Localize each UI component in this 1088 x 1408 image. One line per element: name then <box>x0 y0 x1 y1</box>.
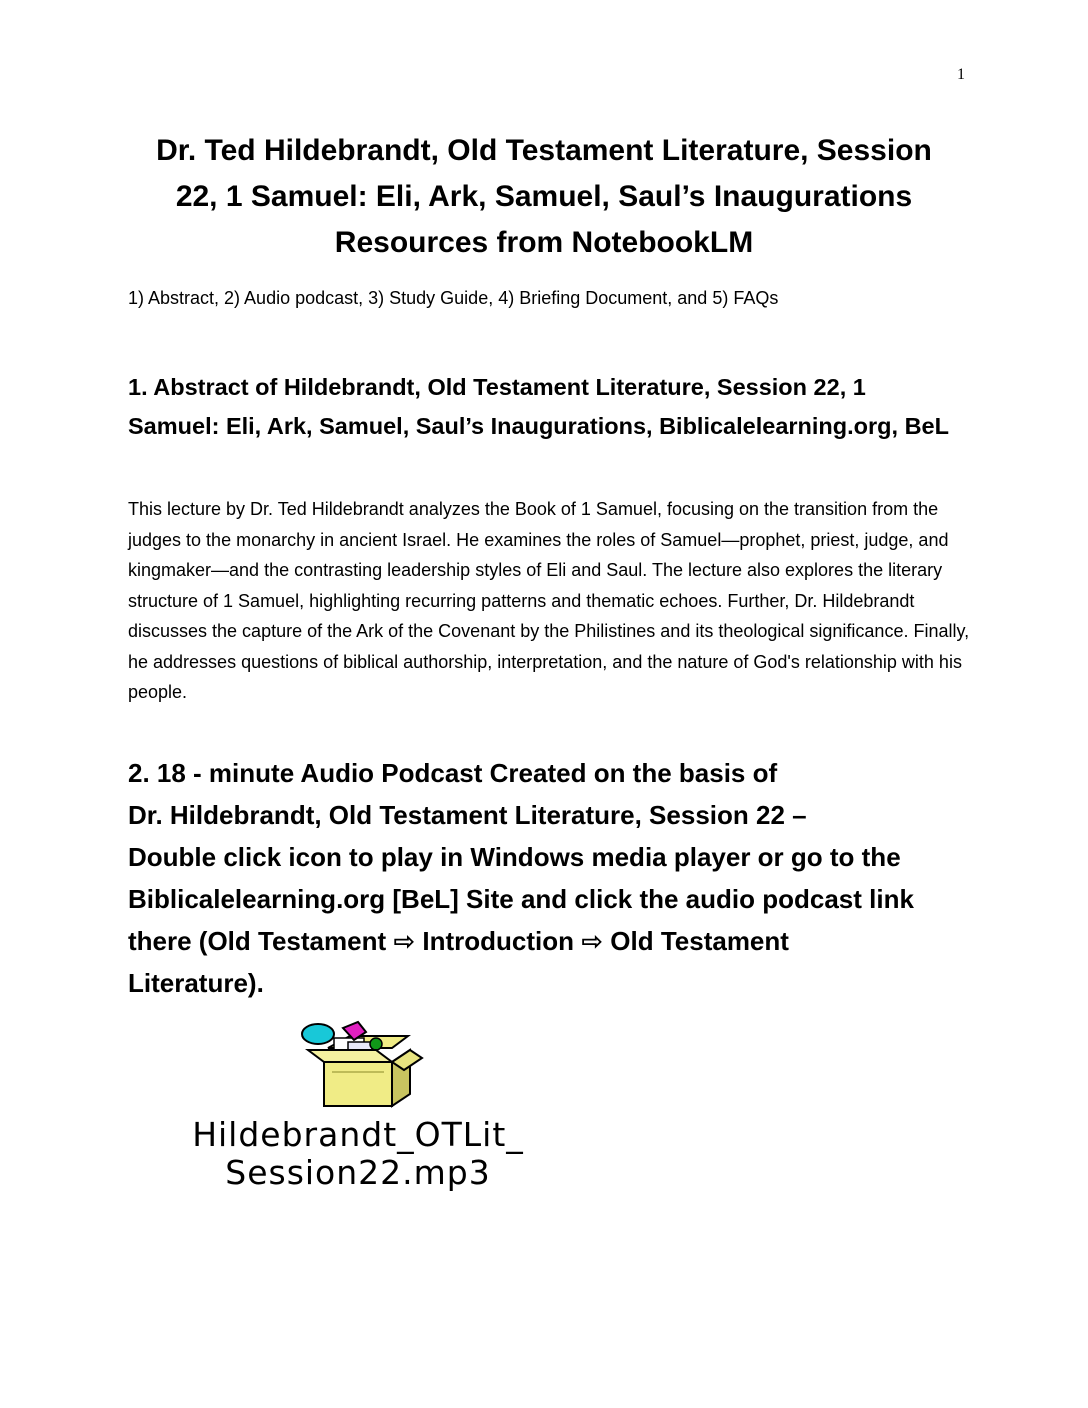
podcast-line-5a: there (Old Testament <box>128 926 394 956</box>
podcast-line-6: Literature). <box>128 968 264 998</box>
package-file-icon[interactable] <box>288 1020 428 1110</box>
title-line-3: Resources from NotebookLM <box>334 226 754 259</box>
podcast-heading <box>128 752 968 1004</box>
podcast-line-3: Double click icon to play in Windows media player or go to the <box>128 842 901 872</box>
podcast-line-5c: Old Testament <box>603 926 789 956</box>
title-line-2: 22, 1 Samuel: Eli, Ark, Samuel, Saul’s Inaugurations <box>175 180 913 213</box>
podcast-line-2: Dr. Hildebrandt, Old Testament Literature, Session 22 – <box>128 800 807 830</box>
title-line-1: Dr. Ted Hildebrandt, Old Testament Literature, Session <box>156 134 932 167</box>
audio-file-attachment[interactable] <box>128 1020 588 1195</box>
audio-file-name[interactable] <box>128 1116 588 1192</box>
page-number: 1 <box>957 66 965 83</box>
document-title <box>128 128 960 266</box>
resources-list: 1) Abstract, 2) Audio podcast, 3) Study Guide, 4) Briefing Document, and 5) FAQs <box>128 288 779 308</box>
file-name-line-1: Hildebrandt_OTLit_ <box>192 1115 524 1154</box>
podcast-line-4: Biblicalelearning.org [BeL] Site and click the audio podcast link <box>128 884 914 914</box>
file-name-line-2: Session22.mp3 <box>225 1153 491 1192</box>
podcast-line-5b: Introduction <box>415 926 582 956</box>
right-arrow-icon: ⇨ <box>581 926 604 956</box>
abstract-heading: 1. Abstract of Hildebrandt, Old Testament Literature, Session 22, 1 Samuel: Eli, Ark, Samuel, Saul’s Inaugurations, Biblicalelearning.org, BeL <box>128 374 949 439</box>
podcast-line-1: 2. 18 - minute Audio Podcast Created on the basis of <box>128 758 778 788</box>
abstract-body: This lecture by Dr. Ted Hildebrandt analyzes the Book of 1 Samuel, focusing on the transition from the judges to the monarchy in ancient Israel. He examines the roles of Samuel—prophet, priest, judge, and kingmaker—and the contrasting leadership styles of Eli and Saul. The lecture also explores the literary structure of 1 Samuel, highlighting recurring patterns and thematic echoes. Further, Dr. Hildebrandt discusses the capture of the Ark of the Covenant by the Philistines and its theological significance. Finally, he addresses questions of biblical authorship, interpretation, and the nature of God's relationship with his people. <box>128 499 970 702</box>
right-arrow-icon: ⇨ <box>393 926 416 956</box>
